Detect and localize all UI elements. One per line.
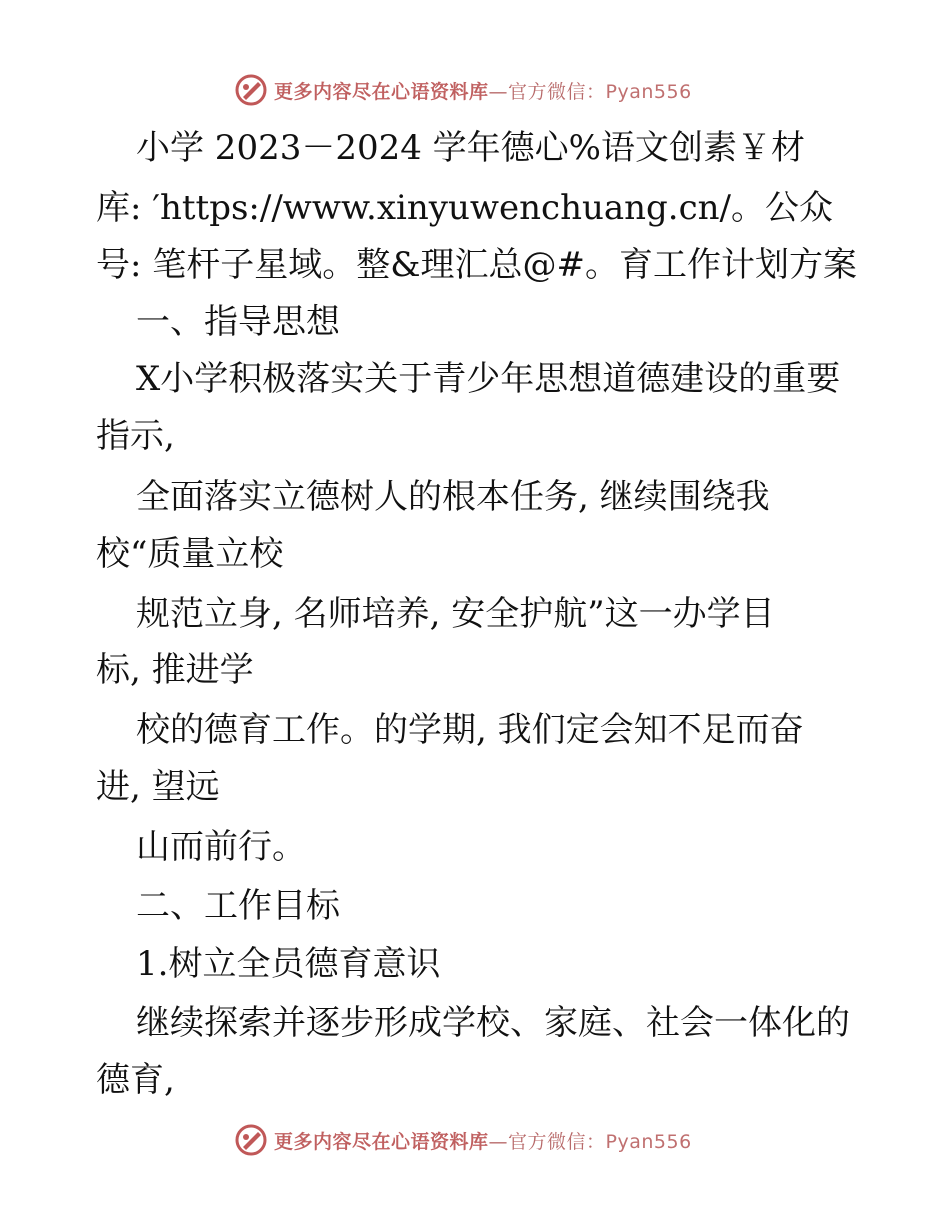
logo-icon — [234, 1123, 268, 1157]
banner-text — [274, 77, 692, 104]
body-line: 指示, — [96, 416, 175, 456]
body-line: X小学积极落实关于青少年思想道德建设的重要 — [136, 359, 841, 399]
banner-main-text: 更多内容尽在心语资料库 — [274, 80, 489, 103]
body-line: 校“质量立校 — [96, 534, 284, 574]
body-line: 规范立身, 名师培养, 安全护航”这一办学目 — [136, 594, 775, 634]
banner-wechat-id: Pyan556 — [605, 80, 692, 103]
header-banner — [234, 72, 692, 108]
body-line: 山而前行。 — [136, 827, 306, 867]
banner-separator: — — [488, 1130, 509, 1153]
body-line: 全面落实立德树人的根本任务, 继续围绕我 — [136, 477, 770, 517]
body-line: 标, 推进学 — [96, 650, 254, 690]
section-heading: 二、工作目标 — [136, 886, 340, 926]
section-heading: 一、指导思想 — [136, 302, 340, 342]
body-line: 继续探索并逐步形成学校、家庭、社会一体化的 — [136, 1003, 850, 1043]
banner-wechat-id: Pyan556 — [605, 1130, 692, 1153]
banner-wechat-label: 官方微信： — [508, 1130, 606, 1153]
subsection-heading: 1.树立全员德育意识 — [136, 944, 441, 984]
footer-banner — [234, 1122, 692, 1158]
banner-main-text: 更多内容尽在心语资料库 — [274, 1130, 489, 1153]
body-line: 库: ′https://www.xinyuwenchuang.cn/。公众 — [96, 188, 834, 228]
body-line: 号: 笔杆子星域。整&理汇总@#。育工作计划方案 — [96, 245, 858, 285]
body-line: 校的德育工作。的学期, 我们定会知不足而奋 — [136, 710, 804, 750]
body-line: 小学 2023－2024 学年德心%语文创素￥材 — [136, 128, 805, 168]
logo-icon — [234, 73, 268, 107]
body-line: 德育, — [96, 1060, 175, 1100]
banner-separator: — — [488, 80, 509, 103]
banner-wechat-label: 官方微信： — [508, 80, 606, 103]
banner-text — [274, 1127, 692, 1154]
body-line: 进, 望远 — [96, 767, 220, 807]
